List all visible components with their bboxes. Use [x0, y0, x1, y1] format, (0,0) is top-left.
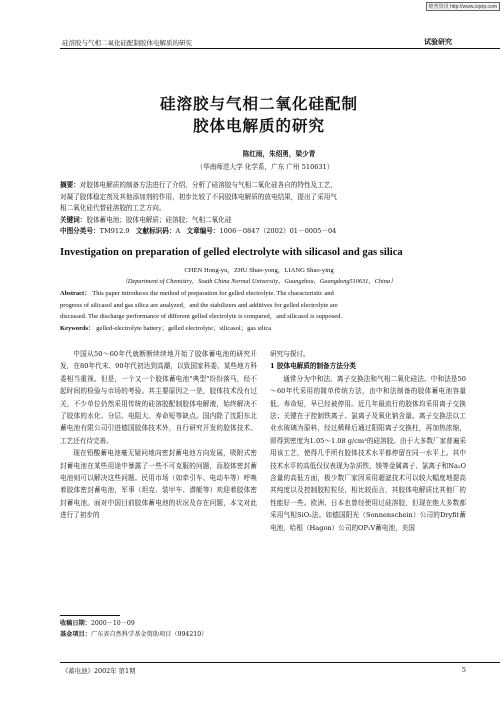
source-watermark[interactable]: 维普资讯 http://www.cqvip.com: [426, 2, 500, 11]
keywords-en-label: Keywords：: [60, 324, 95, 332]
keywords-en-text: gelled-electrolyte battery；gelled electrolyte；silicasol；gas silica: [96, 324, 272, 332]
abstract-en-line: progress of silicasol and gas silica are analyzed，and the stabilizers and additives for gelled electrolyte are: [60, 301, 338, 309]
affiliation-cn: （华南师范大学 化学系，广东 广州 510631）: [196, 163, 334, 171]
running-header-title: 硅溶胶与气相二氧化硅配制胶体电解质的研究: [62, 39, 192, 47]
abstract-en: [60, 288, 455, 334]
body-paragraph-end: 研究与探讨。: [270, 350, 310, 358]
footnotes: [60, 618, 260, 640]
title-en: Investigation on preparation of gelled electrolyte with silicasol and gas silica: [60, 247, 403, 258]
abstract-en-line: This paper introduces the method of preparation for gelled electrolyte. The characteristic and: [92, 290, 334, 297]
title-cn-line2: 胶体电解质的研究: [192, 116, 325, 135]
article-no-value: 1006－0847（2002）01－0005－04: [219, 227, 337, 235]
body-paragraph: 通常分为中和法、离子交换法和气相二氧化硅法。中和法是50～60年代采用的简单传统方法，由中和法制备的胶体蓄电池容量低、寿命短，早已经被停用。近几年最流行的胶体均采用离子交换法；关键在于控制铁离子、氯离子及氧化钠含量。离子交换法以工业水玻璃为原料，经过稀释后通过阳阳离子交换柱，再加热浓缩，即得到密度为1.05～1.08 g/cm³的硅溶胶。由于大多数厂家普遍采用该工艺，使得几乎所有胶体技术水平都停留在同一水平上。其中技术水平的高低仅仅表现为杂质铁、镁等金属离子、氯离子和Na₂O含量的高低方面，极少数厂家因采用超滤技术可以较大幅度地提高其纯度以及控制胶粒粒径，相比较而言，其胶体电解质比其他厂的性能好一些。欧洲、日本也曾经使用过硅溶胶，但现在绝大多数都采用气相SiO₂法。如德国阳光（Sonnenschein）公司的Dryfit蓄电池，哈根（Hagon）公司的OP₂V蓄电池，美国: [270, 374, 466, 532]
received-label: 收稿日期：: [60, 620, 91, 627]
received-value: 2000－10－09: [90, 620, 135, 627]
header-rule: [60, 48, 500, 49]
abstract-cn-label: 摘要：: [60, 181, 80, 189]
title-cn-line1: 硅溶胶与气相二氧化硅配制: [159, 94, 358, 113]
clc-label: 中图分类号：: [60, 227, 100, 235]
keywords-cn-text: 胶体蓄电池；胶体电解质；硅溶胶；气相二氧化硅: [86, 215, 232, 224]
body-left-column: [60, 348, 257, 522]
clc-value: TM912.9: [99, 227, 130, 235]
body-paragraph: 中国从50～60年代就断断续续地开始了胶体蓄电池的研究开发，在80年代末、90年代初达到高潮，以致国家科委、某些地方科委相当重视。但是，一个又一个胶体蓄电池"典型"纷纷落马，经不起时间的检验与市场的考验。其主要原因之一是，胶体技术没有过关，不少单位仍然采用传统的硅溶胶配制胶体电解液，始终解决不了胶体的水化、分层、电阻大、寿命短等缺点。国内除了沈阳东北蓄电池有限公司引进德国胶体技术外，自行研究开发的胶体技术、工艺还有待完善。: [60, 350, 257, 445]
abstract-cn: [60, 180, 455, 238]
footer-rule: [60, 662, 500, 663]
abstract-en-line: discussed. The discharge performance of different gelled electrolyte is compared，and silicasol is supposed.: [60, 313, 342, 320]
abstract-en-label: Abstract：: [60, 290, 91, 297]
body-right-column: [270, 348, 466, 534]
page-number: 5: [461, 666, 466, 674]
fund-label: 基金项目：: [60, 631, 91, 638]
abstract-cn-line: 对胶体电解质的制备方法进行了介绍，分析了硅溶胶与气相二氧化硅各自的特性及工艺，: [79, 181, 337, 189]
authors-en: CHEN Hong-yu，ZHU Shao-yong，LIANG Shao-ying: [184, 267, 334, 274]
authors-cn: 陈红雨，朱绍勇，梁少青: [242, 150, 316, 158]
abstract-cn-line: 对凝了胶体稳定剂及其他添加剂的作用，初步比较了不同胶体电解质的放电结果，提出了采用气: [60, 192, 337, 201]
journal-footer: 《蓄电池》2002年 第1期: [62, 667, 136, 675]
body-paragraph: 现在铅酸蓄电池毫无疑问地向密封蓄电池方向发展，吸附式密封蓄电池在某些用途中暴露了一些不可克服的问题，而胶体密封蓄电池则可以解决这些问题。民用市场（如牵引车、电动车等）呼唤着胶体密封蓄电池，军事（坦克、装甲车、潜艇等）欢迎着胶体密封蓄电池。面对中国目前胶体蓄电池的状况及存在问题，本文对此进行了初步的: [60, 449, 257, 520]
doc-code-value: A: [175, 227, 181, 235]
fund-value: 广东省自然科学基金资助项目（994210）: [90, 631, 208, 638]
abstract-cn-line: 相二氧化硅代替硅溶胶的工艺方向。: [60, 204, 166, 212]
article-no-label: 文章编号：: [186, 227, 220, 235]
footnote-rule: [60, 615, 120, 616]
running-header-section: 试验研究: [424, 37, 452, 46]
doc-code-label: 文献标识码：: [135, 227, 176, 235]
section-heading: 1 胶体电解质的制备方法分类: [270, 362, 357, 371]
affiliation-en: （Department of Chemistry，South China Normal University，Guangzhou，Guangdong510631，China）: [121, 278, 397, 285]
keywords-cn-label: 关键词：: [60, 215, 87, 224]
